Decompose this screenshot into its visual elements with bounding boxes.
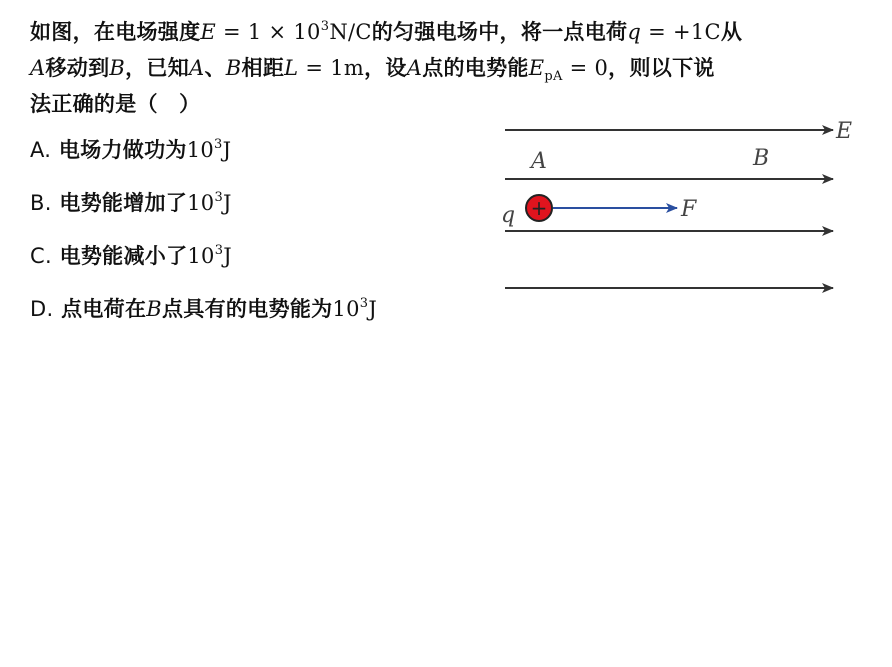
label-b: B: [753, 146, 770, 171]
option-text: 点具有的电势能为: [162, 296, 333, 321]
option-value: 10: [332, 297, 360, 321]
option-d[interactable]: [30, 293, 377, 323]
option-text: 点电荷在: [61, 296, 147, 321]
point-b-symbol: B: [225, 56, 242, 80]
label-e: E: [836, 119, 853, 144]
field-value: = 1 × 10: [216, 20, 321, 44]
option-a[interactable]: [30, 134, 231, 164]
option-unit: J: [222, 138, 232, 162]
exponent: 3: [359, 296, 369, 311]
charge-sign-icon: +: [530, 196, 548, 220]
question-text: 移动到: [45, 55, 110, 80]
option-value: 10: [186, 138, 215, 162]
option-key: A.: [30, 138, 52, 162]
option-text: 电势能减小了: [59, 243, 188, 268]
exponent: 3: [320, 19, 330, 34]
field-unit: N/C: [329, 20, 372, 44]
point-b-symbol: B: [146, 297, 163, 321]
option-text: 电场力做功为: [58, 137, 187, 162]
option-c[interactable]: [30, 240, 232, 270]
option-key: D.: [30, 297, 54, 321]
question-text: ，设: [364, 55, 407, 80]
subscript: pA: [544, 69, 563, 84]
field-symbol: E: [200, 20, 217, 44]
option-unit: J: [368, 297, 378, 321]
potential-energy-symbol: E: [528, 56, 545, 80]
option-b[interactable]: [30, 187, 232, 217]
option-value: 10: [187, 191, 215, 215]
option-unit: J: [223, 191, 232, 215]
question-text: ，已知: [125, 55, 190, 80]
question-line-2: [30, 50, 875, 86]
distance-value: = 1m: [298, 56, 365, 80]
question-text: 点的电势能: [422, 55, 529, 80]
separator: 、: [204, 55, 226, 80]
point-a-symbol: A: [30, 56, 46, 80]
exponent: 3: [214, 190, 224, 205]
point-a-symbol: A: [189, 56, 205, 80]
option-unit: J: [223, 244, 233, 268]
potential-energy-value: = 0: [562, 56, 609, 80]
question-text: 如图，在电场强度: [30, 19, 201, 44]
point-a-symbol: A: [406, 56, 423, 80]
question-stem: [30, 14, 875, 122]
label-a: A: [531, 149, 547, 174]
point-b-symbol: B: [109, 56, 126, 80]
exponent: 3: [214, 243, 224, 258]
option-value: 10: [187, 244, 215, 268]
question-text: 相距: [241, 55, 285, 80]
question-text: 从: [720, 19, 743, 44]
distance-symbol: L: [284, 56, 299, 80]
option-text: 电势能增加了: [59, 190, 188, 215]
question-text: ，则以下说: [608, 55, 715, 80]
option-key: B.: [30, 191, 52, 215]
exponent: 3: [214, 137, 223, 152]
charge-symbol: q: [627, 20, 642, 44]
question-text: 的匀强电场中，将一点电荷: [371, 19, 628, 44]
charge-value: = +1C: [641, 20, 721, 44]
question-line-1: [30, 14, 875, 50]
option-key: C.: [30, 244, 52, 268]
label-q: q: [501, 203, 516, 228]
question-text: 法正确的是（ ）: [30, 91, 201, 116]
label-f: F: [681, 197, 697, 222]
electric-field-diagram: [495, 110, 865, 305]
